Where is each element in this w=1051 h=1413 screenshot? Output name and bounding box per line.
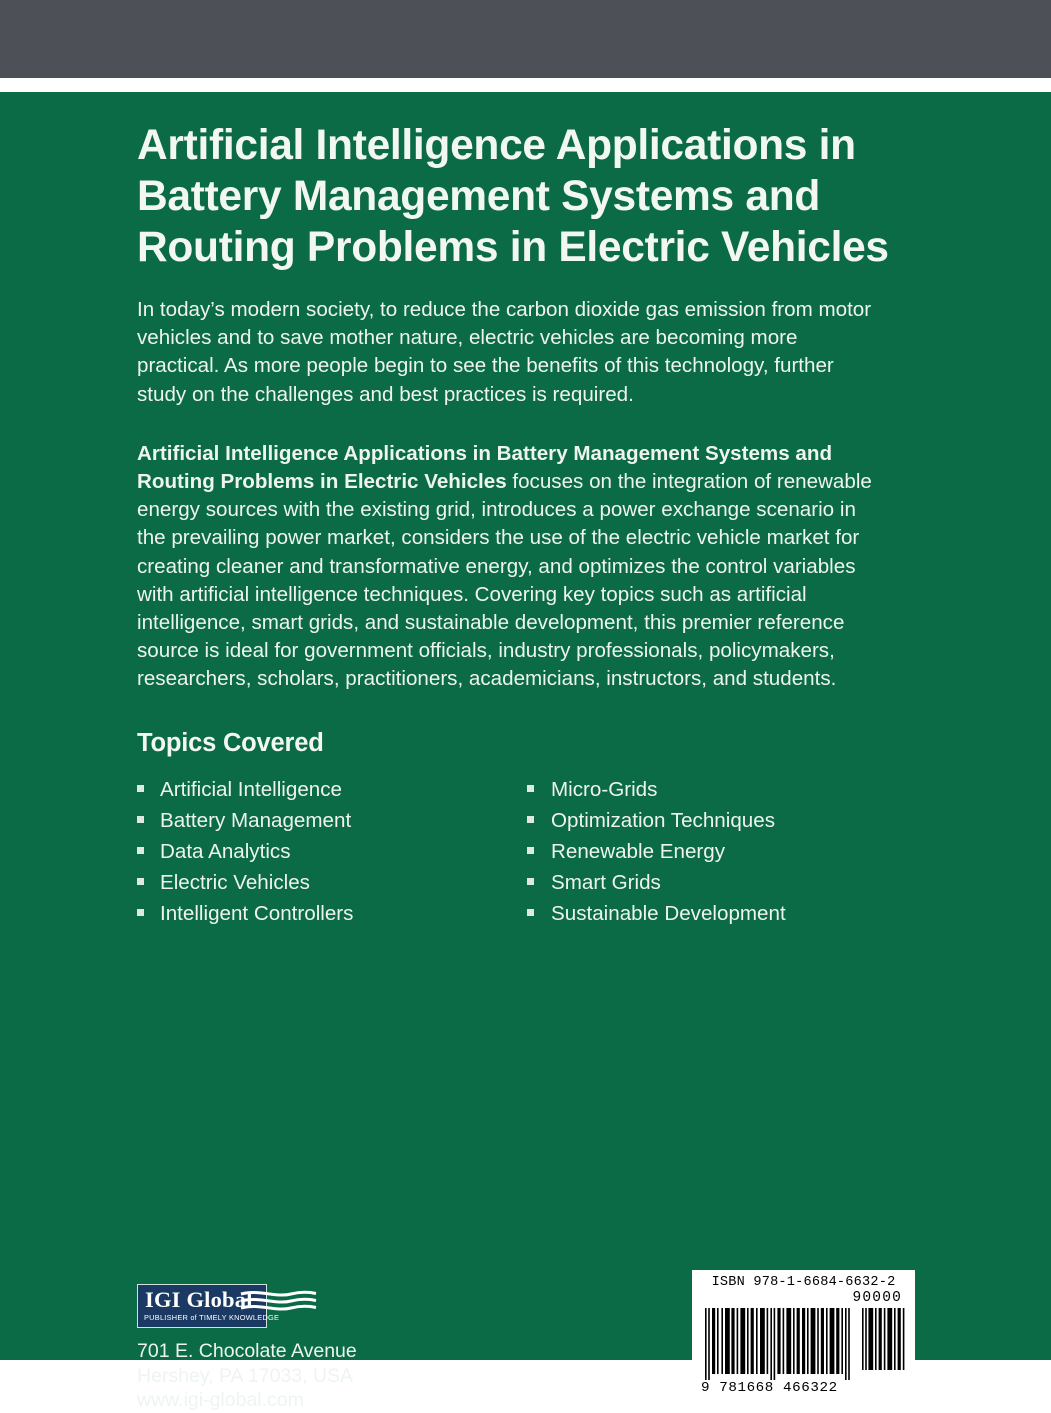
- barcode-digits: 9 781668 466322: [701, 1380, 838, 1396]
- square-bullet-icon: [527, 847, 534, 854]
- list-item: [137, 867, 527, 898]
- list-item: [527, 805, 897, 836]
- barcode-addon-bars-icon: [862, 1308, 906, 1370]
- topic-label: Intelligent Controllers: [160, 902, 354, 926]
- blurb-intro-paragraph: In today’s modern society, to reduce the carbon dioxide gas emission from motor vehicles and to save mother nature, electric vehicles are becoming more practical. As more people begin to see the benefits of this technology, further study on the challenges and best practices is required.: [137, 298, 872, 406]
- topic-label: Renewable Energy: [551, 840, 726, 864]
- list-item: [527, 774, 897, 805]
- square-bullet-icon: [137, 847, 144, 854]
- cover-content: [137, 120, 889, 930]
- square-bullet-icon: [137, 878, 144, 885]
- publisher-website: www.igi-global.com: [137, 1389, 304, 1411]
- igi-global-logo: [137, 1284, 402, 1328]
- topics-column-left: [137, 774, 527, 930]
- topics-columns: [137, 774, 897, 930]
- publisher-address: [137, 1339, 467, 1413]
- blurb-bold-title-lead: Artificial Intelligence Applications in Battery Management Systems and Routing Problems in Electric Vehicles: [137, 441, 833, 494]
- top-gray-band: [0, 0, 1051, 78]
- square-bullet-icon: [527, 816, 534, 823]
- topic-label: Data Analytics: [160, 840, 291, 864]
- square-bullet-icon: [137, 785, 144, 792]
- ean13-bars-icon: [705, 1308, 853, 1380]
- book-title: Artificial Intelligence Applications in Battery Management Systems and Routing Problems in Electric Vehicles: [137, 122, 889, 271]
- isbn-text: ISBN 978-1-6684-6632-2: [711, 1275, 896, 1290]
- address-line-1: 701 E. Chocolate Avenue: [137, 1340, 357, 1362]
- topic-label: Battery Management: [160, 808, 352, 832]
- isbn-barcode: [692, 1270, 915, 1399]
- blurb-body-text: focuses on the integration of renewable energy sources with the existing grid, introduces a power exchange scenario in the prevailing power market, considers the use of the electric vehicle market for creating cleaner and transformative energy, and optimizes the control variables with artificial intelligence techniques. Covering key topics such as artificial intelligence, smart grids, and sustainable development, this premier reference source is ideal for government officials, industry professionals, policymakers, researchers, scholars, practitioners, academicians, instructors, and students.: [137, 470, 872, 691]
- topics-covered-heading: Topics Covered: [137, 728, 324, 757]
- list-item: [137, 805, 527, 836]
- topic-label: Artificial Intelligence: [160, 777, 342, 801]
- address-line-2: Hershey, PA 17033, USA: [137, 1364, 354, 1387]
- wave-lines-icon: [241, 1290, 316, 1316]
- square-bullet-icon: [527, 878, 534, 885]
- list-item: [527, 867, 897, 898]
- logo-tagline-of: of: [190, 1315, 197, 1322]
- topic-label: Electric Vehicles: [160, 871, 310, 895]
- barcode-bars-row: [699, 1308, 908, 1380]
- topics-column-right: [527, 774, 897, 930]
- logo-wordmark: IGI Global: [145, 1287, 253, 1312]
- topic-label: Micro-Grids: [551, 777, 658, 801]
- square-bullet-icon: [137, 909, 144, 916]
- white-divider-band: [0, 78, 1051, 92]
- list-item: [137, 774, 527, 805]
- logo-tagline-part2: TIMELY KNOWLEDGE: [199, 1313, 280, 1322]
- topic-label: Smart Grids: [551, 871, 661, 895]
- list-item: [137, 898, 527, 929]
- green-cover-panel: [0, 92, 1051, 1411]
- topic-label: Sustainable Development: [551, 902, 786, 926]
- square-bullet-icon: [527, 785, 534, 792]
- list-item: [137, 836, 527, 867]
- topic-label: Optimization Techniques: [551, 808, 775, 832]
- barcode-addon-value: 90000: [852, 1290, 902, 1306]
- square-bullet-icon: [527, 909, 534, 916]
- publisher-block: [137, 1284, 467, 1413]
- square-bullet-icon: [137, 816, 144, 823]
- blurb-main-paragraph: [137, 440, 882, 694]
- list-item: [527, 898, 897, 929]
- list-item: [527, 836, 897, 867]
- logo-tagline-part1: PUBLISHER: [144, 1313, 189, 1322]
